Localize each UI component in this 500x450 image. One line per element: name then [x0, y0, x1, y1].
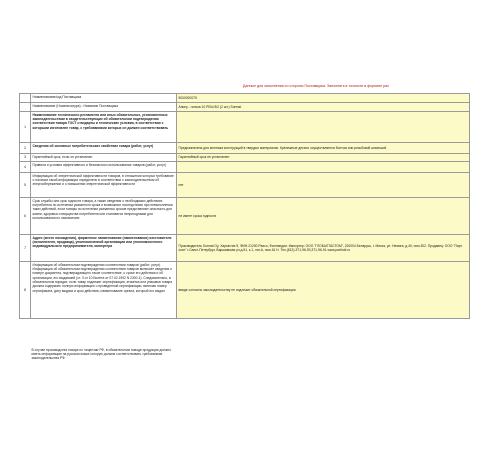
row-number: 5 [19, 173, 30, 197]
row-value[interactable] [176, 162, 470, 172]
row-number: 8 [19, 262, 30, 318]
row-number: 7 [19, 235, 30, 261]
table-row [19, 262, 470, 319]
product-info-table [19, 93, 470, 319]
license-note: В случае производства товара по лицензии РФ, в обязательном поводе продукции должно иметь информацию на русском языке которую должна соответствовать требованиям законодательства РФ. [31, 347, 171, 361]
row-number: 3 [19, 154, 30, 161]
row-value[interactable]: не имеет срока годности [176, 198, 470, 234]
row-value[interactable]: Производитель Sormat Oy, Харьютие 5, ФИН-21200 Раисо, Финляндия. Импортер: ООО "ГЛОБАЛТАСТОМ", 220004 Беларусь, г. Минск, ул. Немига, д.40, пом.302. Продавец: ООО "Парт хоит" г.Санкт-Петербург, Варшавская ул.д.51, к.1, лит.А, пом.16 Н. Тел.(812)-371-96-90,371-96-91 www.parthoit.ru [176, 235, 470, 261]
table-row [19, 198, 470, 235]
row-label: Адрес (место нахождения), фирменное наименование (наименование) изготовителя (исполнителя, продавца), уполномоченной организации или уполномоченного индивидуального предпринимателя, импортера [30, 235, 176, 261]
row-label: Гарантийный срок, если он установлен [30, 154, 176, 161]
row-label: Наименование технического регламента или иных обязательных, установленных законодательством в свидетельствующих об обязательном подтверждении соответствия товара ГОСТ стандарты и технические условия, в соответствии с которыми изготовлен товар, с требованиями которых он должен соответствовать [30, 112, 176, 142]
table-row [19, 112, 470, 143]
row-value[interactable] [176, 112, 470, 142]
row-label: Наименование (Номенклатура) - Название Поставщика [30, 103, 176, 111]
row-value[interactable]: 5000020075 [176, 94, 470, 102]
table-row [19, 143, 470, 154]
row-value[interactable]: Предназначена для монтажа конструкций в твердых материалах. Крепежные детали осуществляется болтом или резьбовой шпилькой. [176, 143, 470, 153]
row-value[interactable]: Анкер - гильза 10 РЕШ 8/2 (2 шт.) Sormat [176, 103, 470, 111]
row-number [19, 94, 30, 102]
row-label: Правила и условия эффективного и безопасного использования товаров (работ, услуг) [30, 162, 176, 172]
table-row [19, 173, 470, 198]
table-row [19, 154, 470, 162]
row-value[interactable]: Гарантийный срок не установлен [176, 154, 470, 161]
table-row [19, 103, 470, 112]
row-number: 2 [19, 143, 30, 153]
row-number: 6 [19, 198, 30, 234]
table-row [19, 162, 470, 173]
row-value[interactable]: ввиде согласно законодательству не подлежит обязательной сертификации [176, 262, 470, 318]
table-row [19, 93, 470, 103]
row-label: Информация об обязательном подтверждении соответствия товаров (работ, услуг). Информация об обязательном подтверждении соответствия товаров включает сведения о номере документа, подтверждающего такое соответствие, о сроке его действия и об организации, его выдавшей (ст. 3 от 10 Билета от 07.02.1992 N 2300-1). Следовательно, в обязательном порядке, если товар подлежит сертификации, этикетка или упаковка товара должна содержать полную информацию о проведенной сертификации, включая номер сертификата, дату выдачи и срок действия, наименование органа, который его выдал [30, 262, 176, 318]
row-number: 4 [19, 162, 30, 172]
row-label: Срок службы или срок годности товара, а также сведения о необходимых действиях потребителя по истечении указанного срока и возможных последствиях при невыполнении таких действий, если товары по истечении указанных сроков представляют опасность для жизни, здоровья и имущества потребителя или становятся непригодными для использования по назначению [30, 198, 176, 234]
row-label: Наименование/код Поставщика [30, 94, 176, 102]
row-label: Информация об энергетической эффективности товаров, в отношении которых требование о наличии такой информации определено в соответствии с законодательством об энергосбережении и о повышении энергетической эффективности [30, 173, 176, 197]
row-label: Сведения об основных потребительских свойствах товара (работ, услуг) [30, 143, 176, 153]
supplier-note: Данные для заполнения со стороны Поставщика. Заполнять в точности в формате рас [243, 84, 389, 88]
table-row [19, 235, 470, 262]
row-number [19, 103, 30, 111]
row-value[interactable]: нет [176, 173, 470, 197]
row-number: 1 [19, 112, 30, 142]
